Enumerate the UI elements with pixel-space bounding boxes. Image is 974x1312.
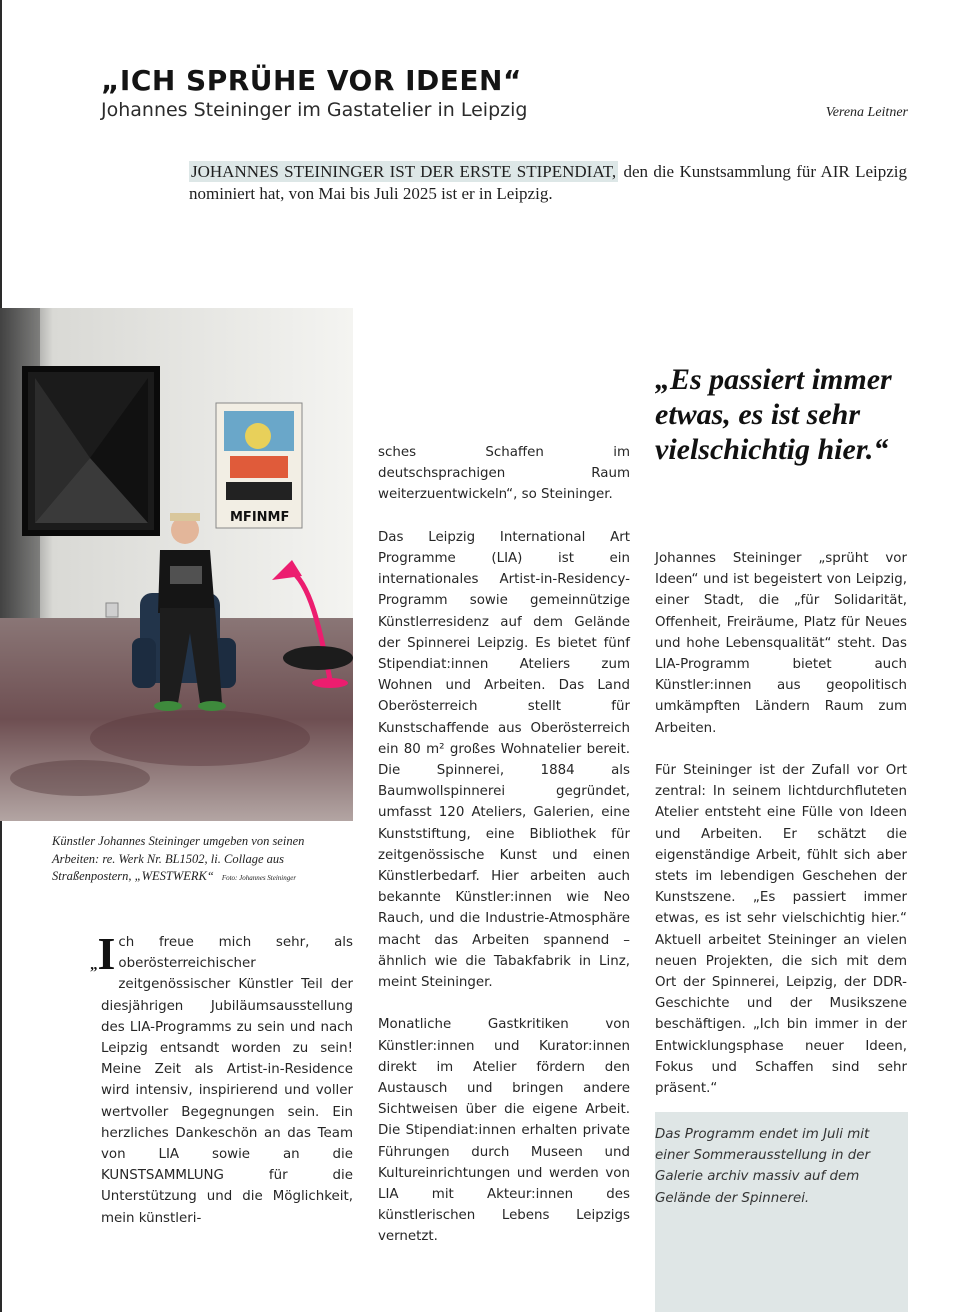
pull-quote: „Es passiert immer etwas, es ist sehr vielschichtig hier.“	[655, 363, 892, 466]
body-paragraph	[90, 928, 353, 1229]
drop-cap-quote: „	[90, 957, 98, 973]
caption-text: Künstler Johannes Steininger umgeben von seinen Arbeiten: re. Werk Nr. BL1502, li. Collage aus Straßenpostern, „WESTWERK“	[52, 834, 305, 883]
article-lead	[189, 161, 907, 205]
drop-cap: „I	[90, 928, 116, 979]
article-title: „ICH SPRÜHE VOR IDEEN“	[101, 64, 522, 97]
body-column-1	[90, 928, 353, 1250]
body-column-3	[655, 548, 907, 1120]
photo-caption	[52, 833, 354, 888]
body-paragraph: Das Leipzig International Art Programme (LIA) ist ein internationales Artist-in-Residency-Programm sowie gemeinnützige Künstlerresidenz auf dem Gelände der Spinnerei Leipzig. Es bietet fünf Stipendiat:innen Ateliers zum Wohnen und Arbeiten. Das Land Oberösterreich stellt für Kunstschaffende aus Oberösterreich ein 80 m² großes Wohnatelier bereit. Die Spinnerei, 1884 als Baumwollspinnerei gegründet, umfasst 120 Ateliers, Galerien, eine Kunststiftung, eine Bibliothek für zeitgenössische Kunst und einen Künstlerbedarf. Hier arbeiten auch bekannte Künstler:innen wie Neo Rauch, und die Industrie-Atmosphäre macht das Arbeiten spannend – ähnlich wie die Tabakfabrik in Linz, meint Steininger.	[378, 529, 630, 991]
collage-poster	[216, 403, 302, 528]
artist-photo	[0, 308, 353, 821]
article-author: Verena Leitner	[825, 105, 908, 120]
info-box-text: Das Programm endet im Juli mit einer Sommerausstellung in der Galerie archiv massiv auf dem Gelände der Spinnerei.	[655, 1127, 870, 1206]
body-paragraph: Für Steininger ist der Zufall vor Ort zentral: In seinem lichtdurchfluteten Atelier entsteht eine Fülle von Ideen und Arbeiten. Er schätzt die eigenständige Arbeit, fühlt sich aber stets im lebendigen Geschehen der Kunstszene. „Es passiert immer etwas, es ist sehr vielschichtig hier.“ Aktuell arbeitet Steininger an vielen neuen Projekten, die sich mit dem Ort der Spinnerei, Leipzig, der DDR-Geschichte und der Musikszene beschäftigen. „Ich bin immer in der Entwicklungsphase neuer Ideen, Fokus und Schaffen sind sehr präsent.“	[655, 763, 907, 1097]
body-paragraph: sches Schaffen im deutschsprachigen Raum weiterzuentwickeln“, so Steininger.	[378, 445, 630, 503]
lead-highlight: JOHANNES STEININGER IST DER ERSTE STIPENDIAT,	[191, 162, 617, 181]
body-text: ch freue mich sehr, als oberösterreichischer zeitgenössischer Künstler Teil der diesjährigen Jubiläumsausstellung des LIA-Programms zu sein und nach Leipzig entsandt worden zu sein! Meine Zeit als Artist-in-Residence wird intensiv, inspirierend und voller wertvoller Begegnungen sein. Ein herzliches Dankeschön an das Team von LIA sowie an die KUNSTSAMMLUNG für die Unterstützung und die Möglichkeit, mein künstleri-	[101, 935, 353, 1226]
artist-photo-illustration	[0, 308, 353, 821]
photo-credit: Foto: Johannes Steininger	[221, 874, 297, 882]
lead-text: den die Kunstsammlung für AIR Leipzig nominiert hat, von Mai bis Juli 2025 ist er in Leipzig.	[189, 162, 907, 203]
body-paragraph: Monatliche Gastkritiken von Künstler:innen und Kurator:innen direkt im Atelier fördern den Austausch und bringen andere Sichtweisen über die eigene Arbeit. Die Stipendiat:innen erhalten private Führungen durch Museen und Kultureinrichtungen und werden von LIA mit Akteur:innen des künstlerischen Lebens Leipzigs vernetzt.	[378, 1017, 630, 1245]
article-subtitle: Johannes Steininger im Gastatelier in Leipzig	[101, 99, 528, 121]
black-artwork	[22, 366, 160, 536]
poster-text: MFINMF	[230, 510, 290, 525]
body-column-2	[378, 442, 630, 1269]
body-paragraph: Johannes Steininger „sprüht vor Ideen“ und ist begeistert von Leipzig, einer Stadt, die „für Solidarität, Offenheit, Freiräume, Platz für Neues und hohe Lebensqualität“ steht. Das LIA-Programm bietet auch Künstler:innen aus geopolitisch umkämpften Ländern Raum zum Arbeiten.	[655, 551, 907, 736]
info-box	[655, 1112, 908, 1312]
